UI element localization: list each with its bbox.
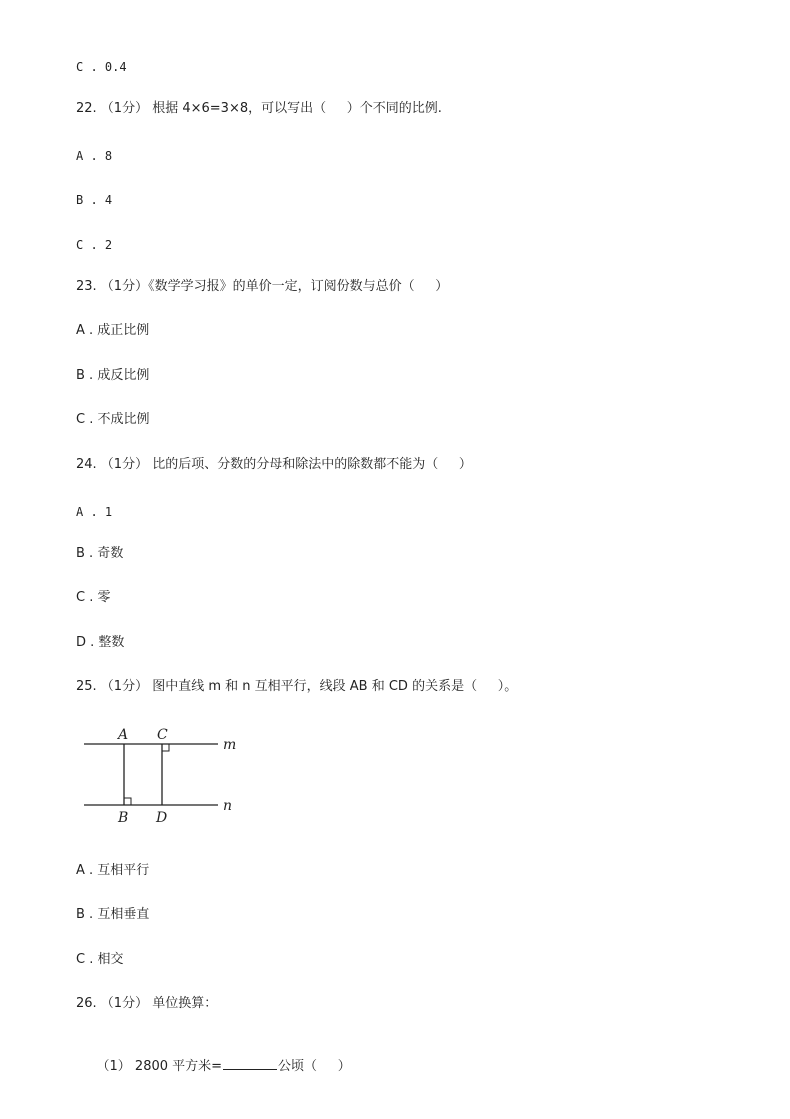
q24-option-c: C . 零 <box>76 590 111 605</box>
answer-blank[interactable] <box>223 1068 277 1070</box>
q25-option-b: B . 互相垂直 <box>76 907 150 922</box>
q26-sub1-prefix: （1） 2800 平方米= <box>96 1059 223 1074</box>
q22-stem: 22. （1分） 根据 4×6=3×8，可以写出（ ）个不同的比例. <box>76 101 442 116</box>
q23-stem: 23. （1分）《数学学习报》的单价一定，订阅份数与总价（ ） <box>76 279 449 294</box>
label-a: A <box>118 727 129 743</box>
q26-sub1 <box>80 1040 351 1094</box>
q26-sub1-suffix: 公顷（ ） <box>278 1059 351 1074</box>
right-angle-mark-b <box>124 798 131 805</box>
q23-option-c: C . 不成比例 <box>76 412 150 427</box>
q26-stem: 26. （1分） 单位换算： <box>76 996 218 1011</box>
q22-option-a: A . 8 <box>76 149 113 163</box>
q24-option-a: A . 1 <box>76 505 113 519</box>
q22-option-b: B . 4 <box>76 193 113 207</box>
label-m: m <box>223 737 237 753</box>
q25-stem: 25. （1分） 图中直线 m 和 n 互相平行，线段 AB 和 CD 的关系是（ ）。 <box>76 679 518 694</box>
q25-option-a: A . 互相平行 <box>76 863 150 878</box>
q23-option-b: B . 成反比例 <box>76 368 150 383</box>
label-d: D <box>156 810 168 826</box>
q21-option-c: C . 0.4 <box>76 60 127 74</box>
q23-option-a: A . 成正比例 <box>76 323 150 338</box>
q22-option-c: C . 2 <box>76 238 113 252</box>
q24-option-d: D . 整数 <box>76 635 125 650</box>
q25-option-c: C . 相交 <box>76 952 124 967</box>
parallel-lines-figure <box>78 724 248 828</box>
label-b: B <box>118 810 129 826</box>
q24-option-b: B . 奇数 <box>76 546 124 561</box>
q24-stem: 24. （1分） 比的后项、分数的分母和除法中的除数都不能为（ ） <box>76 457 472 472</box>
right-angle-mark-c <box>162 744 169 751</box>
label-c: C <box>157 727 168 743</box>
label-n: n <box>223 798 233 814</box>
